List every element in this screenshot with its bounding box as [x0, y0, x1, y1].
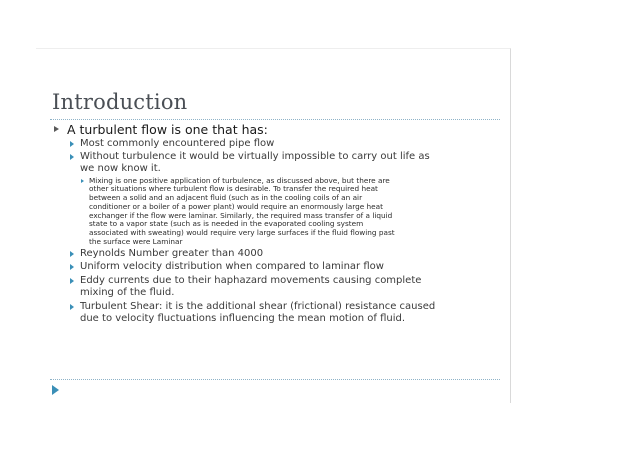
- triangle-right-icon: [70, 304, 74, 310]
- bullet-pipe-flow: [69, 138, 492, 151]
- bullet-eddy-currents: [69, 275, 492, 300]
- bullet-text: exchanger if the flow were laminar. Similarly, the required mass transfer of a liquid: [89, 210, 393, 220]
- bullet-text: associated with sweating) would require very large surfaces if the fluid flowing past: [89, 228, 395, 238]
- bullet-text: Eddy currents due to their haphazard movements causing complete: [80, 274, 422, 286]
- triangle-right-icon: [70, 278, 74, 284]
- title-divider: [50, 119, 500, 120]
- bullet-text: mixing of the fluid.: [80, 287, 175, 299]
- bullet-text: between a solid and an adjacent fluid (such as in the cooling coils of an air: [89, 193, 363, 203]
- bullet-mixing: [80, 177, 492, 247]
- bullet-text: due to velocity fluctuations influencing the mean motion of fluid.: [80, 313, 406, 325]
- bullet-uniform-velocity: [69, 261, 492, 274]
- slide-content: [52, 122, 492, 326]
- bullet-text: conditioner or a boiler of a power plant) would require an enormously large heat: [89, 201, 383, 211]
- bullet-text: Without turbulence it would be virtually impossible to carry out life as: [80, 150, 430, 162]
- footer-divider: [50, 379, 500, 380]
- bullet-text: Most commonly encountered pipe flow: [80, 138, 275, 149]
- triangle-right-icon: [70, 264, 74, 270]
- play-arrow-icon[interactable]: [52, 385, 59, 395]
- bullet-text: Uniform velocity distribution when compared to laminar flow: [80, 261, 384, 273]
- bullet-text: Reynolds Number greater than 4000: [80, 247, 264, 259]
- bullet-text: other situations where turbulent flow is desirable. To transfer the required heat: [89, 184, 378, 194]
- triangle-right-icon: [81, 179, 84, 183]
- slide: [36, 48, 511, 403]
- bullet-text: Turbulent Shear: it is the additional shear (frictional) resistance caused: [80, 300, 436, 312]
- bullet-turbulent-shear: [69, 301, 492, 326]
- bullet-reynolds-number: [69, 248, 492, 261]
- triangle-right-icon: [70, 154, 74, 160]
- bullet-text: Mixing is one positive application of turbulence, as discussed above, but there are: [89, 175, 390, 185]
- bullet-text: we now know it.: [80, 163, 161, 174]
- triangle-right-icon: [70, 251, 74, 257]
- bullet-text: state to a vapor state (such as is needed in the evaporated cooling system: [89, 219, 364, 229]
- triangle-right-icon: [70, 141, 74, 147]
- bullet-turbulent-flow: [52, 122, 492, 137]
- triangle-right-icon: [54, 126, 59, 132]
- bullet-text: the surface were Laminar: [89, 237, 183, 247]
- bullet-text: A turbulent flow is one that has:: [67, 122, 268, 137]
- bullet-without-turbulence: [69, 151, 492, 176]
- slide-title: Introduction: [52, 90, 188, 114]
